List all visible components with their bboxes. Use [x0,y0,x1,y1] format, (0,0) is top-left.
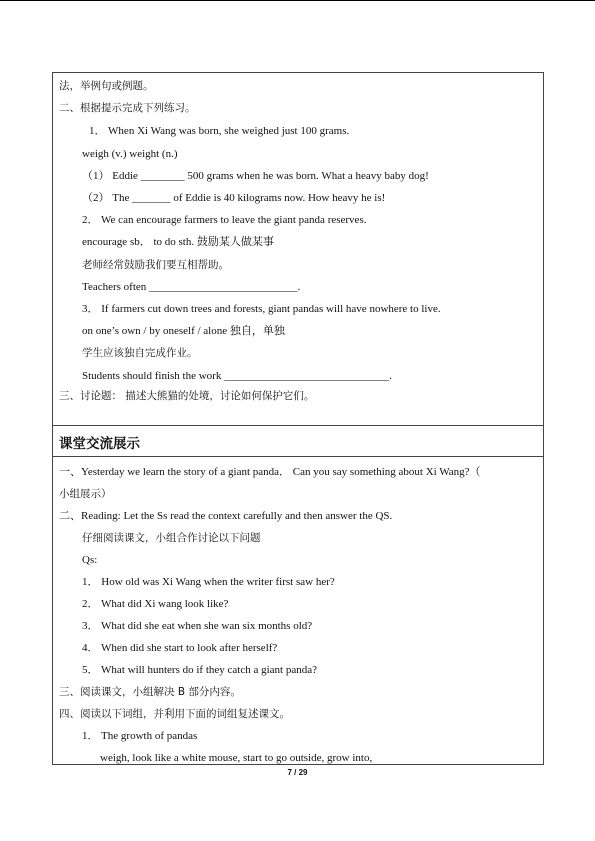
section-title: 课堂交流展示 [59,436,140,452]
text-line: 三、讨论题： 描述大熊猫的处境，讨论如何保护它们。 [59,390,315,402]
text-line: Qs: [82,554,98,566]
text-line: Students should finish the work ______________________________. [82,370,392,382]
question-item: 1． How old was Xi Wang when the writer first saw her? [82,576,335,588]
text-line: 四、阅读以下词组，并利用下面的词组复述课文。 [59,708,290,720]
text-line: 老师经常鼓励我们要互相帮助。 [82,259,229,271]
exercise-box [52,72,544,426]
text-line: （2） The _______ of Eddie is 40 kilograms now. How heavy he is! [82,192,386,204]
text-line: 1． The growth of pandas [82,730,198,742]
text-line: 二、根据提示完成下列练习。 [59,102,196,114]
text-line: 法，举例句或例题。 [59,80,154,92]
text-line: （1） Eddie ________ 500 grams when he was born. What a heavy baby dog! [82,170,429,182]
text-line: 2． We can encourage farmers to leave the giant panda reserves. [82,214,367,226]
text-line: 3． If farmers cut down trees and forests, giant pandas will have nowhere to live. [82,303,441,315]
question-item: 5． What will hunters do if they catch a giant panda? [82,664,318,676]
text-line: 小组展示） [59,488,112,500]
text-line: 学生应该独自完成作业。 [82,347,198,359]
text-line: 二、Reading: Let the Ss read the context carefully and then answer the QS. [59,510,393,522]
text-line: weigh (v.) weight (n.) [82,148,178,160]
activity-box [52,456,544,765]
text-line: 一、Yesterday we learn the story of a giant panda． Can you say something about Xi Wang?（ [59,466,481,478]
question-item: 2． What did Xi wang look like? [82,598,229,610]
text-line: Teachers often ___________________________. [82,281,301,293]
text-line: 1． When Xi Wang was born, she weighed just 100 grams. [89,125,350,137]
text-line: 三、阅读课文，小组解决 B 部分内容。 [59,686,241,698]
text-line: 仔细阅读课文，小组合作讨论以下问题 [82,532,261,544]
question-item: 3． What did she eat when she wan six months old? [82,620,313,632]
question-item: 4． When did she start to look after herself? [82,642,278,654]
text-line: encourage sb． to do sth. 鼓励某人做某事 [82,236,274,248]
page-number: 7 / 29 [287,768,308,777]
text-line: on one’s own / by oneself / alone 独自，单独 [82,325,285,337]
top-rule [0,0,595,1]
text-line: weigh, look like a white mouse, start to go outside, grow into, [100,752,373,764]
section-header-box [52,425,544,457]
